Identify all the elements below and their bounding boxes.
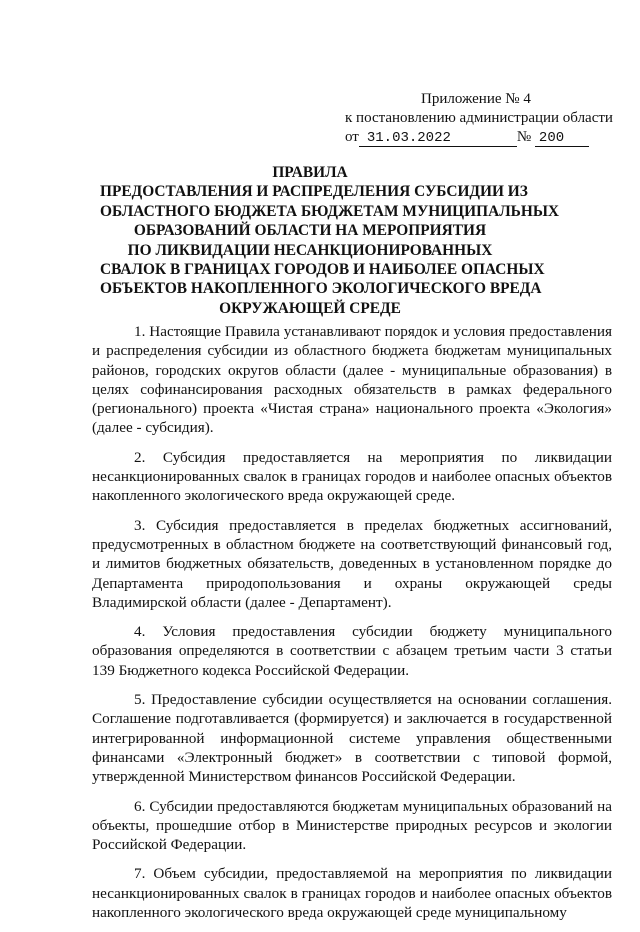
paragraph-4: 4. Условия предоставления субсидии бюджету муниципального образования определяются в соответствии с абзацем третьим части 3 статьи 139 Бюджетного кодекса Российской Федерации. [92, 623, 612, 679]
title-line: ОБЪЕКТОВ НАКОПЛЕННОГО ЭКОЛОГИЧЕСКОГО ВРЕДА [100, 280, 542, 298]
paragraph-2: 2. Субсидия предоставляется на мероприятия по ликвидации несанкционированных свалок в границах городов и наиболее опасных объектов накопленного экологического вреда окружающей среде. [92, 448, 612, 505]
attachment-title: Приложение № 4 [421, 91, 531, 107]
resolution-date: 31.03.2022 [359, 131, 517, 147]
title-line: ОБЛАСТНОГО БЮДЖЕТА БЮДЖЕТАМ МУНИЦИПАЛЬНЫХ [100, 202, 560, 220]
title-line: ОБРАЗОВАНИЙ ОБЛАСТИ НА МЕРОПРИЯТИЯ [133, 222, 487, 240]
title-line: ОКРУЖАЮЩЕЙ СРЕДЕ [219, 299, 401, 317]
title-line: СВАЛОК В ГРАНИЦАХ ГОРОДОВ И НАИБОЛЕЕ ОПАСНЫХ [100, 261, 545, 279]
paragraph-6: 6. Субсидии предоставляются бюджетам муниципальных образований на объекты, прошедшие отбор в Министерстве природных ресурсов и экологии Российской Федерации. [92, 797, 612, 854]
attachment-header [345, 90, 620, 147]
number-label: № [516, 129, 532, 145]
paragraph-5: 5. Предоставление субсидии осуществляется на основании соглашения. Соглашение подготавливается (формируется) и заключается в государственной интегрированной информационной системе управления общественными финансами «Электронный бюджет» в соответствии с типовой формой, утвержденной Министерством финансов Российской Федерации. [92, 691, 612, 786]
title-line: ПРЕДОСТАВЛЕНИЯ И РАСПРЕДЕЛЕНИЯ СУБСИДИИ ИЗ [100, 183, 528, 201]
title-line: ПРАВИЛА [272, 164, 348, 181]
attachment-date-line [345, 128, 620, 147]
paragraph-7: 7. Объем субсидии, предоставляемой на мероприятия по ликвидации несанкционированных свалок в границах городов и наиболее опасных объектов накопленного экологического вреда окружающей среде муниципальному [92, 865, 612, 922]
paragraph-3: 3. Субсидия предоставляется в пределах бюджетных ассигнований, предусмотренных в областном бюджете на соответствующий финансовый год, и лимитов бюджетных обязательств, доведенных в установленном порядке до Департамента природопользования и охраны окружающей среды Владимирской области (далее - Департамент). [92, 516, 612, 611]
from-label: от [345, 129, 359, 145]
document-body [92, 322, 612, 932]
title-line: ПО ЛИКВИДАЦИИ НЕСАНКЦИОНИРОВАННЫХ [127, 241, 493, 259]
paragraph-1: 1. Настоящие Правила устанавливают порядок и условия предоставления и распределения субсидии из областного бюджета бюджетам муниципальных районов, городских округов области (далее - муниципальные образования) в целях софинансирования расходных обязательств в рамках федерального (регионального) проекта «Чистая страна» национального проекта «Экология» (далее - субсидия). [92, 323, 612, 437]
resolution-number: 200 [535, 131, 589, 147]
document-title [100, 163, 560, 318]
attachment-resolution-line: к постановлению администрации области [345, 110, 613, 126]
